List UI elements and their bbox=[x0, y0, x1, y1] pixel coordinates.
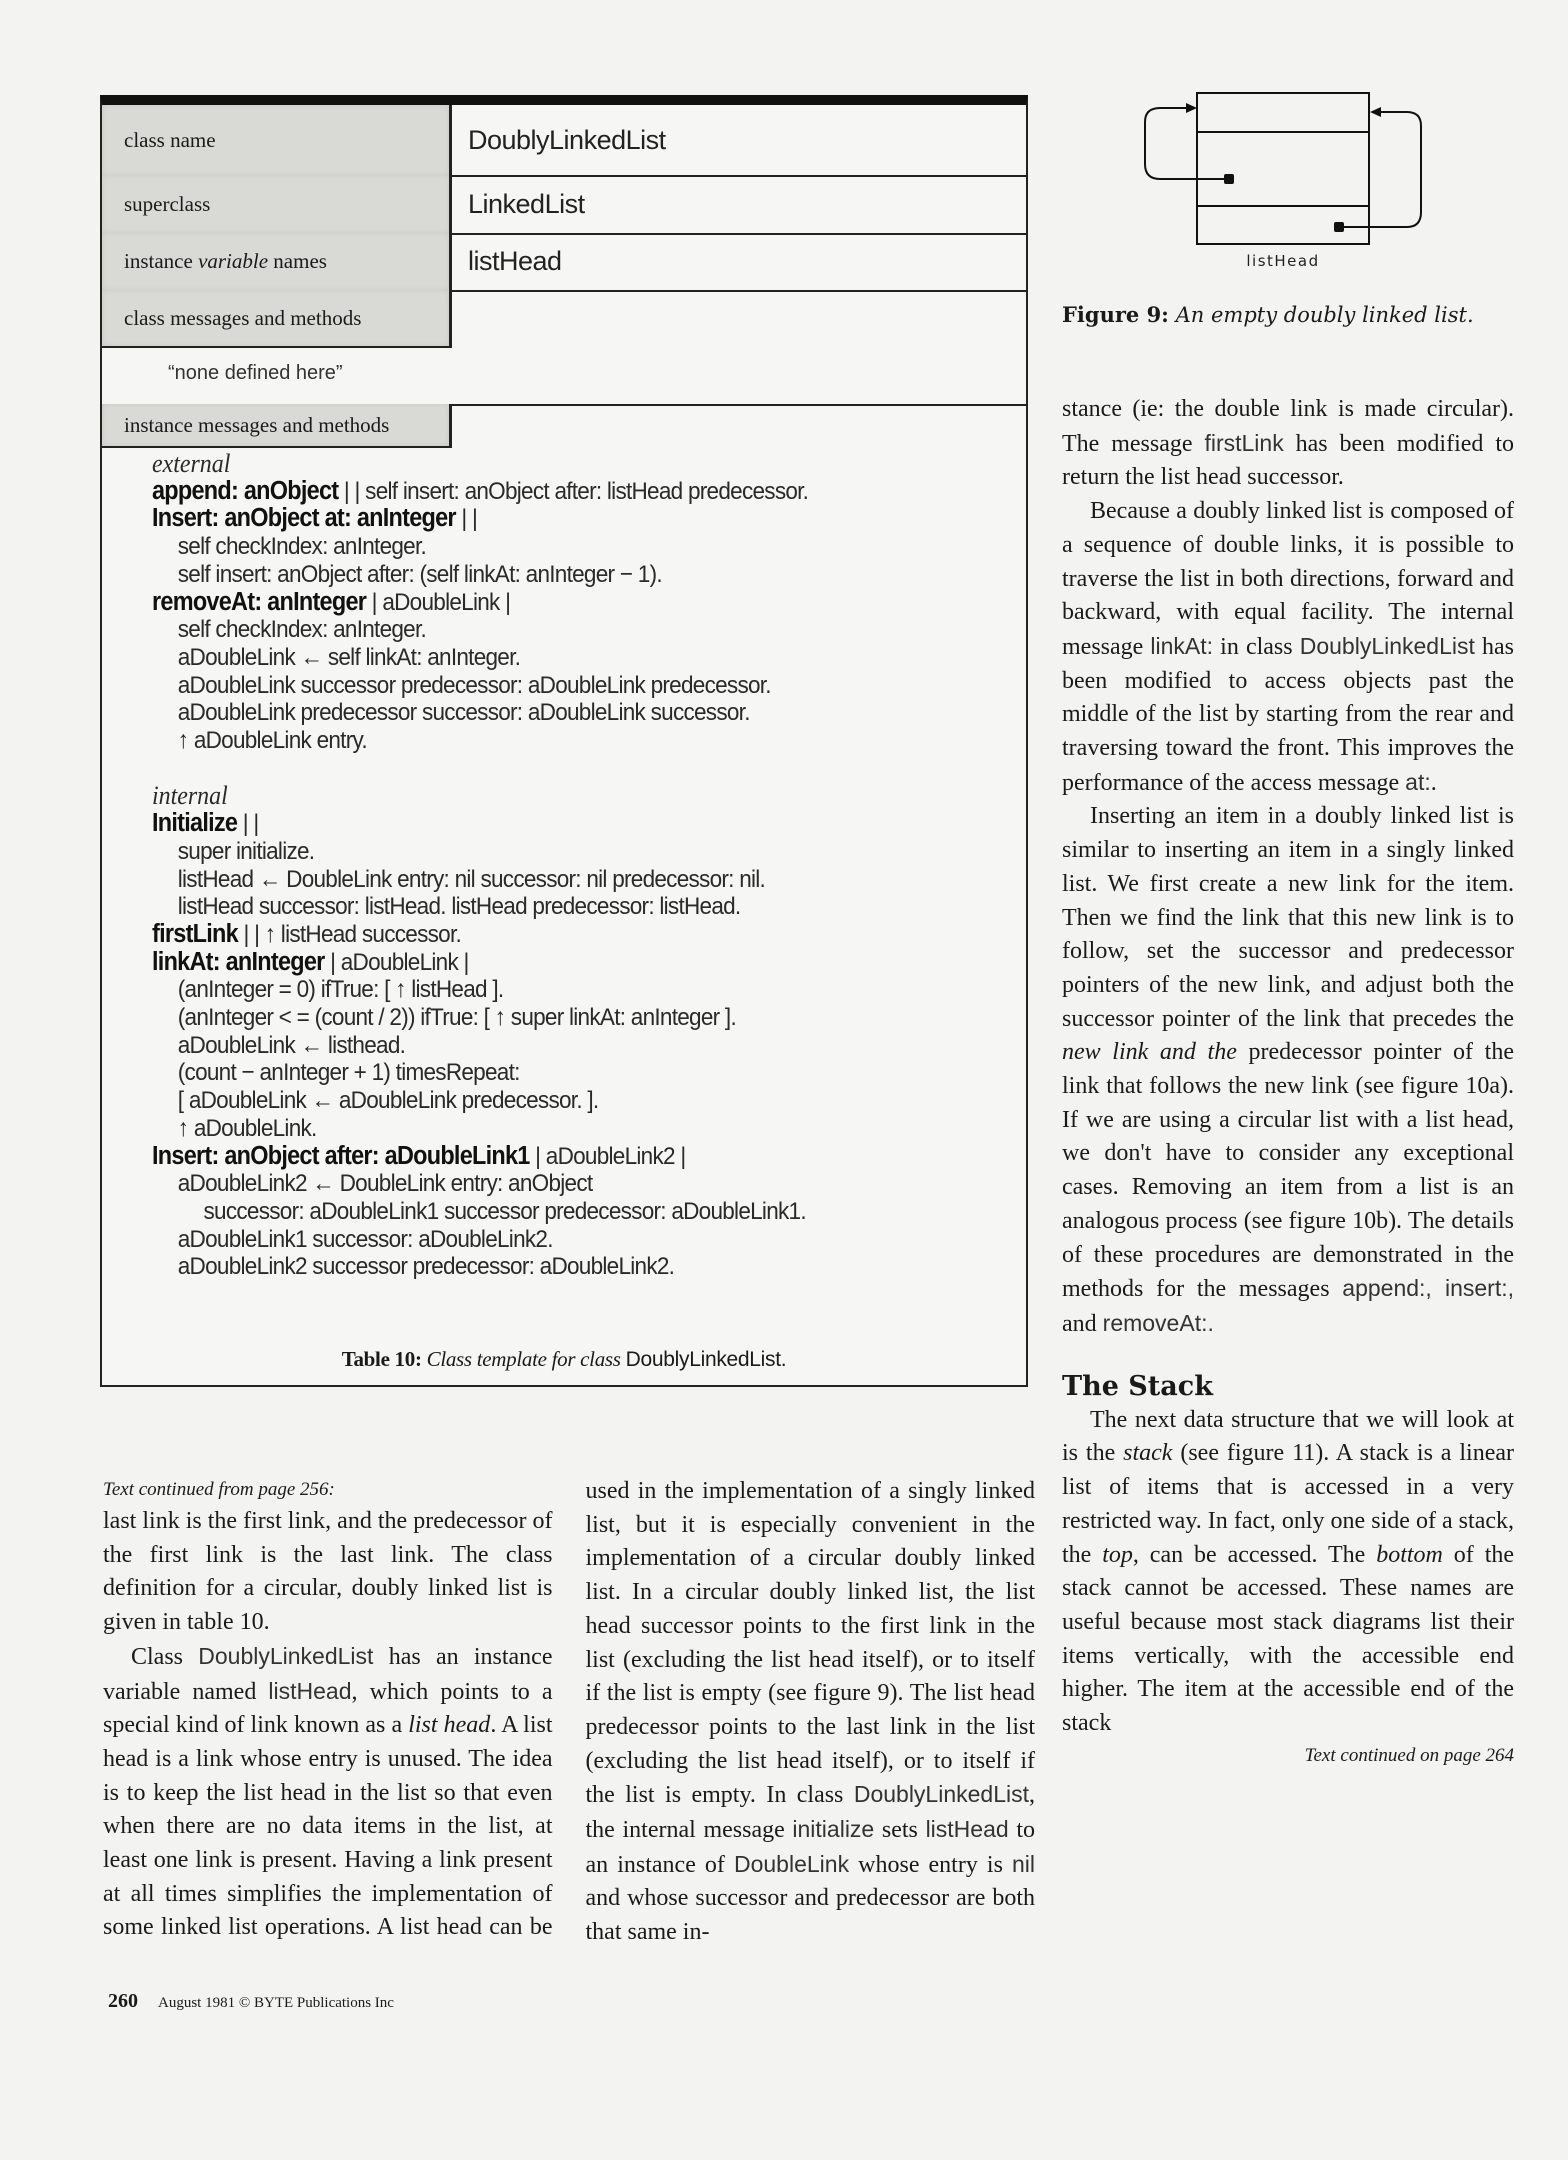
text-run: (anInteger = 0) ifTrue: [ ↑ listHead ]. bbox=[177, 976, 504, 1004]
text-run: firstLink bbox=[152, 919, 238, 948]
value-superclass: LinkedList bbox=[468, 188, 585, 219]
text-run: stack bbox=[1123, 1440, 1173, 1467]
text-run: has an instance variable named bbox=[103, 1643, 553, 1705]
code-line bbox=[152, 644, 962, 672]
continued-on: Text continued on page 264 bbox=[1304, 1744, 1514, 1766]
paragraph bbox=[103, 1505, 553, 1640]
text-run: new link and the bbox=[1062, 1039, 1237, 1066]
table-caption-name: DoublyLinkedList. bbox=[625, 1348, 787, 1371]
text-run: bottom bbox=[1376, 1541, 1443, 1568]
code-line bbox=[152, 450, 962, 478]
text-run: (anInteger < = (count / 2)) ifTrue: [ ↑ super linkAt: anInteger ]. bbox=[177, 1004, 736, 1032]
article-columns-left bbox=[103, 1475, 1035, 1950]
text-run: DoublyLinkedList bbox=[853, 1781, 1029, 1808]
text-run: to an instance of bbox=[585, 1817, 1035, 1878]
text-run: self insert: anObject after: (self linkAt: anInteger − 1). bbox=[177, 560, 662, 588]
label-instance-methods: instance messages and methods bbox=[102, 404, 452, 448]
text-run: at: bbox=[1405, 768, 1431, 795]
text-run: initialize bbox=[792, 1816, 875, 1843]
footer-credit: August 1981 © BYTE Publications Inc bbox=[158, 1994, 394, 2011]
label-superclass: superclass bbox=[102, 175, 452, 233]
code-line bbox=[152, 1059, 962, 1087]
text-run: append: anObject bbox=[152, 476, 339, 505]
text-run: self checkIndex: anInteger. bbox=[177, 533, 427, 561]
code-line bbox=[152, 505, 962, 533]
text-run: | aDoubleLink | bbox=[324, 948, 469, 976]
predecessor-arrow bbox=[1145, 108, 1229, 179]
text-run: | | bbox=[455, 505, 478, 533]
text-run: sets bbox=[874, 1817, 926, 1844]
text-run: DoublyLinkedList bbox=[1299, 632, 1475, 659]
table-caption bbox=[102, 1347, 1026, 1372]
text-run: listHead ← DoubleLink entry: nil successor: nil predecessor: nil. bbox=[177, 865, 766, 893]
arrowhead-icon bbox=[1186, 103, 1197, 113]
list-head-node bbox=[1197, 93, 1369, 244]
code-line bbox=[152, 810, 962, 838]
page-footer bbox=[108, 1990, 1035, 2013]
text-run: aDoubleLink successor predecessor: aDoubleLink predecessor. bbox=[177, 671, 771, 699]
label-class-name: class name bbox=[102, 105, 452, 175]
text-run: ↑ aDoubleLink. bbox=[177, 1114, 317, 1142]
text-run: | aDoubleLink | bbox=[366, 588, 511, 616]
node-label: listHead bbox=[1246, 252, 1320, 270]
text-run: names bbox=[268, 249, 327, 273]
text-run: The next data structure that we will look at is the bbox=[1062, 1406, 1514, 1467]
code-line bbox=[152, 1087, 962, 1115]
text-run: of the stack cannot be accessed. These names are useful because most stack diagrams list their items vertically, with the accessible end higher. The item at the accessible end of the stack bbox=[1062, 1541, 1515, 1737]
text-run: and bbox=[1062, 1310, 1103, 1337]
code-line bbox=[152, 699, 962, 727]
text-run: stance (ie: the double link is made circular). The message bbox=[1062, 396, 1514, 457]
paragraph bbox=[1062, 800, 1514, 1341]
text-run: aDoubleLink predecessor successor: aDoubleLink successor. bbox=[177, 699, 750, 727]
text-run: external bbox=[152, 449, 231, 478]
text-run: firstLink bbox=[1204, 429, 1284, 456]
text-run: aDoubleLink ← listhead. bbox=[177, 1031, 406, 1059]
table-caption-label: Table 10: bbox=[341, 1347, 422, 1371]
code-line bbox=[152, 727, 962, 755]
successor-arrow bbox=[1339, 112, 1421, 227]
text-run: aDoubleLink2 ← DoubleLink entry: anObject bbox=[177, 1170, 593, 1198]
continued-from: Text continued from page 256: bbox=[103, 1479, 335, 1500]
text-run: instance bbox=[124, 249, 199, 273]
text-run: removeAt: anInteger bbox=[152, 587, 367, 616]
row-class-methods-body bbox=[102, 348, 1026, 406]
figure-caption-label: Figure 9: bbox=[1062, 302, 1169, 327]
figure-9-diagram bbox=[0, 0, 1568, 300]
figure-caption-text: An empty doubly linked list. bbox=[1168, 303, 1474, 327]
text-run: variable bbox=[198, 249, 269, 273]
paragraph bbox=[1062, 393, 1514, 495]
text-run: aDoubleLink ← self linkAt: anInteger. bbox=[177, 643, 521, 671]
page-number: 260 bbox=[108, 1989, 138, 2012]
text-run: Inserting an item in a doubly linked list is similar to inserting an item in a singly linked list. We first create a new link for the item. Then we find the link that this new link is to follow, set the successor and predecessor pointers of the new link, and adjust both the successor pointer of the link that precedes the bbox=[1062, 803, 1514, 1032]
code-line bbox=[152, 478, 962, 506]
text-run: linkAt: anInteger bbox=[152, 947, 325, 976]
value-class-name: DoublyLinkedList bbox=[468, 124, 666, 155]
text-run: listHead successor: listHead. listHead predecessor: listHead. bbox=[177, 893, 741, 921]
class-methods-note: “none defined here” bbox=[168, 362, 343, 384]
code-line bbox=[152, 589, 962, 617]
text-run: aDoubleLink1 successor: aDoubleLink2. bbox=[177, 1225, 553, 1253]
text-run: . bbox=[1430, 769, 1437, 796]
paragraph bbox=[1062, 495, 1514, 800]
paragraphs bbox=[1062, 393, 1514, 1342]
label-class-methods: class messages and methods bbox=[102, 290, 452, 348]
text-run: linkAt: bbox=[1150, 632, 1214, 659]
row-instance-methods bbox=[102, 404, 1026, 446]
text-run: successor: aDoubleLink1 successor predecessor: aDoubleLink1. bbox=[203, 1197, 806, 1225]
pointer-dot bbox=[1334, 222, 1344, 232]
text-run: internal bbox=[152, 781, 228, 811]
code-listing bbox=[152, 450, 962, 1281]
code-line bbox=[152, 949, 962, 977]
code-line bbox=[152, 1032, 962, 1060]
pointer-dot bbox=[1224, 174, 1234, 184]
value-instance-variables: listHead bbox=[468, 246, 562, 276]
code-line bbox=[152, 616, 962, 644]
paragraphs bbox=[1062, 1404, 1514, 1741]
text-run: | aDoubleLink2 | bbox=[529, 1142, 686, 1170]
code-line bbox=[152, 921, 962, 949]
text-run: listHead bbox=[268, 1677, 352, 1704]
text-run: , can be accessed. The bbox=[1132, 1541, 1377, 1568]
text-run: aDoubleLink2 successor predecessor: aDoubleLink2. bbox=[177, 1253, 675, 1281]
text-run: DoublyLinkedList bbox=[198, 1642, 374, 1669]
text-run: [ aDoubleLink ← aDoubleLink predecessor. ]. bbox=[177, 1087, 599, 1115]
text-run: self checkIndex: anInteger. bbox=[177, 616, 427, 644]
code-line bbox=[152, 1115, 962, 1143]
code-line bbox=[152, 1253, 962, 1281]
code-line bbox=[152, 866, 962, 894]
text-run: append:, insert:, bbox=[1342, 1275, 1514, 1302]
code-line bbox=[152, 1170, 962, 1198]
text-run: DoubleLink bbox=[733, 1850, 850, 1877]
code-line bbox=[152, 976, 962, 1004]
text-run: Class bbox=[131, 1643, 199, 1670]
article-column-right bbox=[1062, 393, 1514, 1771]
text-run: ↑ aDoubleLink entry. bbox=[177, 727, 367, 755]
text-run: in class bbox=[1213, 633, 1300, 660]
text-run: top bbox=[1102, 1541, 1133, 1568]
text-run: (count − anInteger + 1) timesRepeat: bbox=[177, 1059, 520, 1087]
text-run: listHead bbox=[925, 1816, 1009, 1843]
section-heading: The Stack bbox=[1062, 1370, 1213, 1402]
text-run: | | self insert: anObject after: listHead predecessor. bbox=[338, 477, 809, 505]
text-run: | | bbox=[237, 810, 259, 838]
text-run: , which points to a special kind of link known as a bbox=[103, 1678, 553, 1739]
code-line bbox=[152, 838, 962, 866]
text-run: nil bbox=[1011, 1850, 1035, 1877]
text-run: Insert: anObject at: anInteger bbox=[152, 504, 456, 533]
code-line bbox=[152, 1198, 962, 1226]
text-run: Because a doubly linked list is composed of a sequence of double links, it is possible to traverse the list in both directions, forward and backward, with equal facility. The internal message bbox=[1062, 498, 1514, 660]
code-line bbox=[152, 1226, 962, 1254]
text-run: last link is the first link, and the predecessor of the first link is the last link. The class definition for a circular, doubly linked list is given in table 10. bbox=[103, 1508, 553, 1636]
text-run: removeAt:. bbox=[1102, 1309, 1214, 1336]
text-run: list head bbox=[408, 1712, 491, 1739]
text-run: . A list head is a link whose entry is unused. The idea is to keep the list head in the list so that even when there are no data items in the list, at least one link is present. Having a link present at all times simplifies the implementation of some linked list operations. A list head can be used in the implementation of a singly linked list, but it is especially convenient in the implementation of a circular doubly linked list. In a circular doubly linked list, the list head successor points to the first link in the list (excluding the list head itself), or to itself if the list is empty (see figure 9). The list head predecessor points to the last link in the list (excluding the list head itself), or to itself if the list is empty. In class bbox=[103, 1478, 1035, 1941]
code-line bbox=[152, 561, 962, 589]
table-caption-text: Class template for class bbox=[421, 1347, 626, 1371]
text-run: Insert: anObject after: aDoubleLink1 bbox=[152, 1141, 530, 1170]
code-line bbox=[152, 672, 962, 700]
paragraphs bbox=[103, 1475, 1035, 1950]
bottom-section bbox=[103, 1475, 1035, 2013]
code-line bbox=[152, 533, 962, 561]
code-line bbox=[152, 893, 962, 921]
code-line bbox=[152, 1143, 962, 1171]
text-run: , the internal message bbox=[585, 1782, 1035, 1844]
text-run: | | ↑ listHead successor. bbox=[237, 920, 462, 948]
text-run: super initialize. bbox=[177, 837, 315, 865]
text-run: (see figure 11). A stack is a linear list of items that is accessed in a very restricted way. In fact, only one side of a stack, the bbox=[1062, 1440, 1514, 1568]
text-run: and whose successor and predecessor are both that same in- bbox=[585, 1885, 1035, 1946]
text-run: whose entry is bbox=[849, 1851, 1012, 1878]
text-run: Initialize bbox=[152, 809, 238, 838]
text-run: has been modified to access objects past the middle of the list by starting from the rear and traversing toward the front. This improves the performance of the access message bbox=[1062, 633, 1514, 796]
text-run: has been modified to return the list head successor. bbox=[1062, 430, 1514, 491]
code-line bbox=[152, 1004, 962, 1032]
paragraph bbox=[1062, 1404, 1514, 1741]
text-run: predecessor pointer of the link that follows the new link (see figure 10a). If we are using a circular list with a list head, we don't have to consider any exceptional cases. Removing an item from a list is an analogous process (see figure 10b). The details of these procedures are demonstrated in the methods for the messages bbox=[1062, 1039, 1515, 1303]
code-line bbox=[152, 782, 962, 810]
figure-caption bbox=[1062, 302, 1474, 327]
arrowhead-icon bbox=[1370, 107, 1381, 117]
